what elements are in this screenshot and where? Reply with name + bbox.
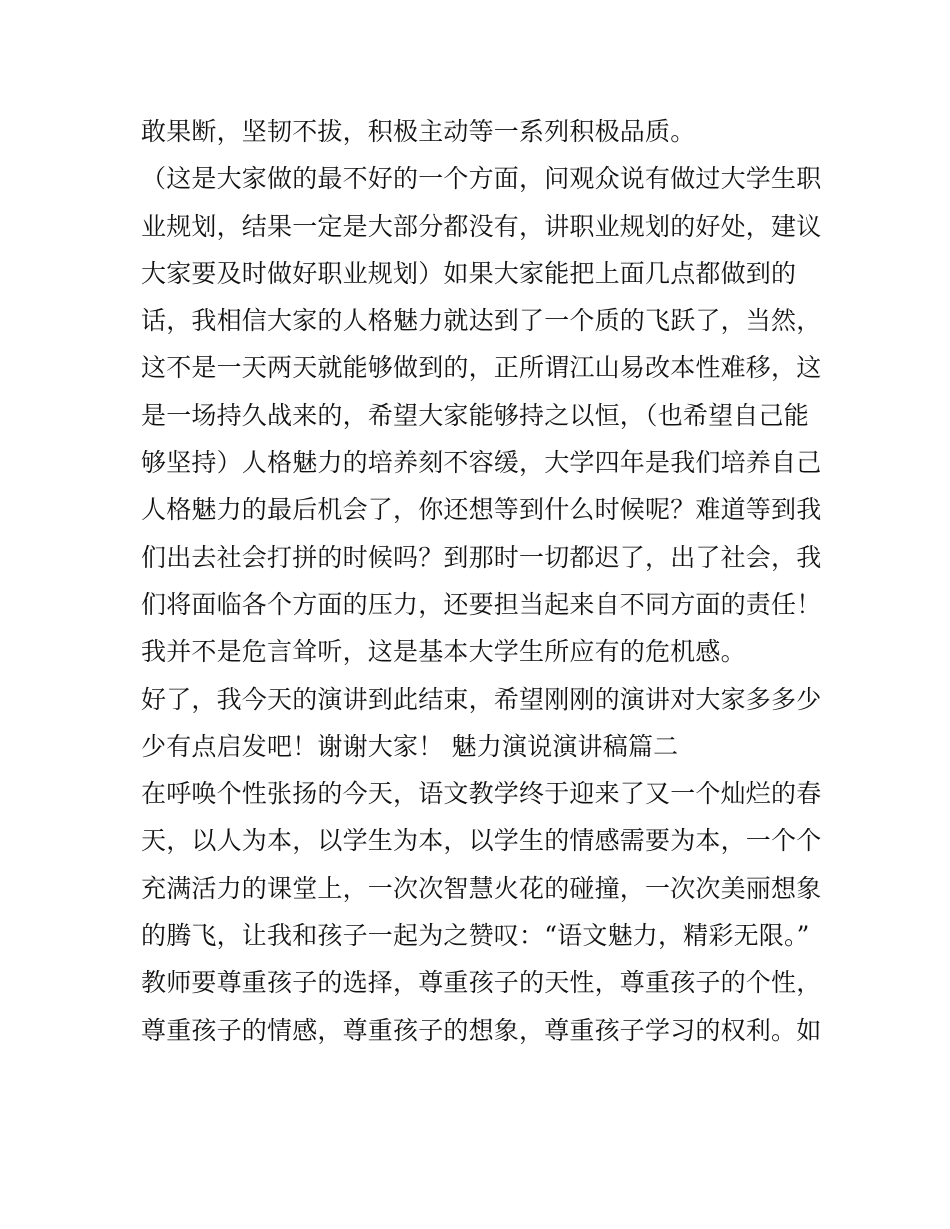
- text-line: 话，我相信大家的人格魅力就达到了一个质的飞跃了，当然，: [141, 306, 822, 336]
- text-line: 够坚持）人格魅力的培养刻不容缓，大学四年是我们培养自己: [141, 448, 822, 478]
- text-line: 教师要尊重孩子的选择，尊重孩子的天性，尊重孩子的个性，: [141, 968, 822, 998]
- text-line: 是一场持久战来的，希望大家能够持之以恒，（也希望自己能: [141, 400, 809, 430]
- text-line: 天，以人为本，以学生为本，以学生的情感需要为本，一个个: [141, 826, 822, 856]
- text-line: 们出去社会打拼的时候吗？到那时一切都迟了，出了社会，我: [141, 542, 822, 572]
- text-line: （这是大家做的最不好的一个方面，问观众说有做过大学生职: [141, 164, 822, 194]
- text-line: 敢果断，坚韧不拔，积极主动等一系列积极品质。: [141, 117, 696, 146]
- text-line: 的腾飞，让我和孩子一起为之赞叹：“语文魅力，精彩无限。”: [141, 921, 810, 951]
- text-line: 这不是一天两天就能够做到的，正所谓江山易改本性难移，这: [141, 353, 822, 383]
- text-line: 人格魅力的最后机会了，你还想等到什么时候呢？难道等到我: [141, 495, 822, 525]
- text-line: 在呼唤个性张扬的今天，语文教学终于迎来了又一个灿烂的春: [141, 779, 822, 809]
- text-line: 我并不是危言耸听，这是基本大学生所应有的危机感。: [141, 637, 746, 667]
- text-line: 大家要及时做好职业规划）如果大家能把上面几点都做到的: [141, 258, 797, 288]
- document-body: [141, 108, 821, 1054]
- text-line: 业规划，结果一定是大部分都没有，讲职业规划的好处，建议: [141, 211, 822, 241]
- text-line: 好了，我今天的演讲到此结束，希望刚刚的演讲对大家多多少: [141, 684, 822, 714]
- text-line: 尊重孩子的情感，尊重孩子的想象，尊重孩子学习的权利。如: [141, 1015, 822, 1045]
- text-line: 们将面临各个方面的压力，还要担当起来自不同方面的责任！: [141, 589, 822, 619]
- text-line: 少有点启发吧！谢谢大家！ 魅力演说演讲稿篇二: [141, 731, 679, 761]
- text-line: 充满活力的课堂上，一次次智慧火花的碰撞，一次次美丽想象: [141, 873, 822, 903]
